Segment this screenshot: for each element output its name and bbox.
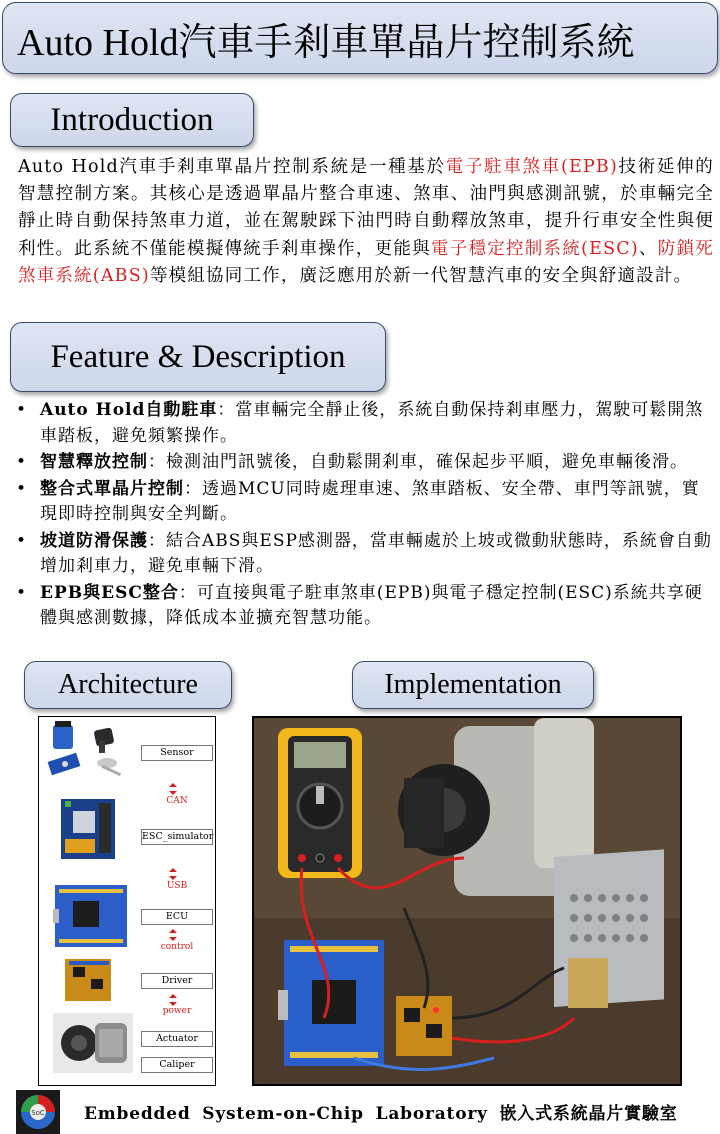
feature-item (14, 529, 714, 580)
bullet-icon: • (16, 452, 28, 472)
intro-epb-highlight: 電子駐車煞車(EPB) (445, 157, 619, 177)
multimeter-icon (278, 728, 362, 878)
lab-logo-icon (16, 1090, 60, 1134)
footer (0, 1088, 720, 1134)
intro-separator: 、 (638, 238, 658, 259)
driver-board-icon (65, 959, 111, 1001)
bullet-icon: • (16, 530, 28, 551)
feature-title: 整合式單晶片控制 (40, 478, 184, 499)
feature-item (14, 477, 714, 528)
section-introduction-header (10, 93, 254, 147)
power-supply-icon (554, 849, 664, 1008)
feature-desc: ：結合ABS與ESP感測器，當車輛處於上坡或微動狀態時，系統會自動增加剎車力，避免車輛下滑。 (40, 530, 712, 576)
feature-item (14, 398, 714, 449)
intro-esc-highlight: 電子穩定控制系統(ESC) (430, 238, 639, 259)
arch-block-esc-simulator: ESC_simulator (141, 829, 213, 845)
feature-title: Auto Hold自動駐車 (40, 400, 218, 420)
caliper-photo-icon (53, 1013, 133, 1073)
arch-block-sensor: Sensor (141, 745, 213, 761)
feature-title: 坡道防滑保護 (40, 530, 148, 551)
arch-block-driver: Driver (141, 973, 213, 989)
arch-link-can: CAN (166, 796, 188, 806)
poster-title-text: Auto Hold汽車手剎車單晶片控制系統 (17, 21, 635, 64)
section-features-label: Feature & Description (50, 338, 346, 375)
feature-title: EPB與ESC整合 (40, 582, 179, 603)
feature-desc: ：可直接與電子駐車煞車(EPB)與電子穩定控制(ESC)系統共享硬體與感測數據，降低成本並擴充智慧功能。 (40, 582, 703, 628)
bullet-icon: • (16, 478, 28, 499)
feature-desc: ：當車輛完全靜止後，系統自動保持剎車壓力，駕駛可鬆開煞車踏板，避免頻繁操作。 (40, 400, 704, 446)
implementation-photo (252, 716, 682, 1086)
arch-block-ecu: ECU (141, 909, 213, 925)
implementation-illustration (254, 718, 682, 1086)
arch-link-usb: USB (166, 881, 188, 891)
poster-title (2, 2, 718, 74)
feature-desc: ：透過MCU同時處理車速、煞車踏板、安全帶、車門等訊號，實現即時控制與安全判斷。 (40, 478, 700, 524)
section-implementation-header (352, 661, 594, 709)
intro-text-2: 技術延伸的智慧控制方案。其核心是透過單晶片整合車速、煞車、油門與感測訊號，於車輛完全靜止時自動保持煞車力道，並在駕駛踩下油門時自動釋放煞車，提升行車安全性與便利性。此系統不僅能模擬傳統手剎車操作，更能與 (18, 157, 714, 259)
bullet-icon: • (16, 400, 28, 420)
bullet-icon: • (16, 582, 28, 603)
architecture-diagram (38, 716, 216, 1086)
introduction-paragraph (18, 154, 714, 290)
section-architecture-header (24, 661, 232, 709)
intro-text-1: Auto Hold汽車手剎車單晶片控制系統是一種基於 (18, 157, 446, 177)
arch-link-control: control (160, 942, 194, 952)
arch-block-caliper: Caliper (141, 1057, 213, 1073)
footer-lab-name: Embedded System-on-Chip Laboratory 嵌入式系統晶片實驗室 (84, 1104, 678, 1124)
section-introduction-label: Introduction (50, 101, 214, 138)
esc-simulator-board-icon (61, 799, 115, 859)
section-implementation-label: Implementation (384, 669, 562, 700)
feature-title: 智慧釋放控制 (40, 452, 148, 472)
arch-link-power: power (162, 1006, 192, 1016)
intro-abs-highlight: 防鎖死煞車系統(ABS) (18, 238, 714, 286)
mcu-board-icon (278, 940, 384, 1066)
feature-list (14, 398, 714, 633)
feature-item (14, 581, 714, 632)
feature-desc: ：檢測油門訊號後，自動鬆開剎車，確保起步平順，避免車輛後滑。 (148, 452, 688, 472)
feature-item (14, 450, 714, 476)
sensor-photo-icon (48, 721, 122, 776)
ecu-board-icon (53, 885, 127, 947)
intro-text-3: 等模組協同工作，廣泛應用於新一代智慧汽車的安全與舒適設計。 (149, 265, 693, 286)
arch-block-actuator: Actuator (141, 1031, 213, 1047)
section-features-header (10, 322, 386, 392)
section-architecture-label: Architecture (58, 669, 198, 700)
logo-text: SoC (31, 1109, 45, 1117)
